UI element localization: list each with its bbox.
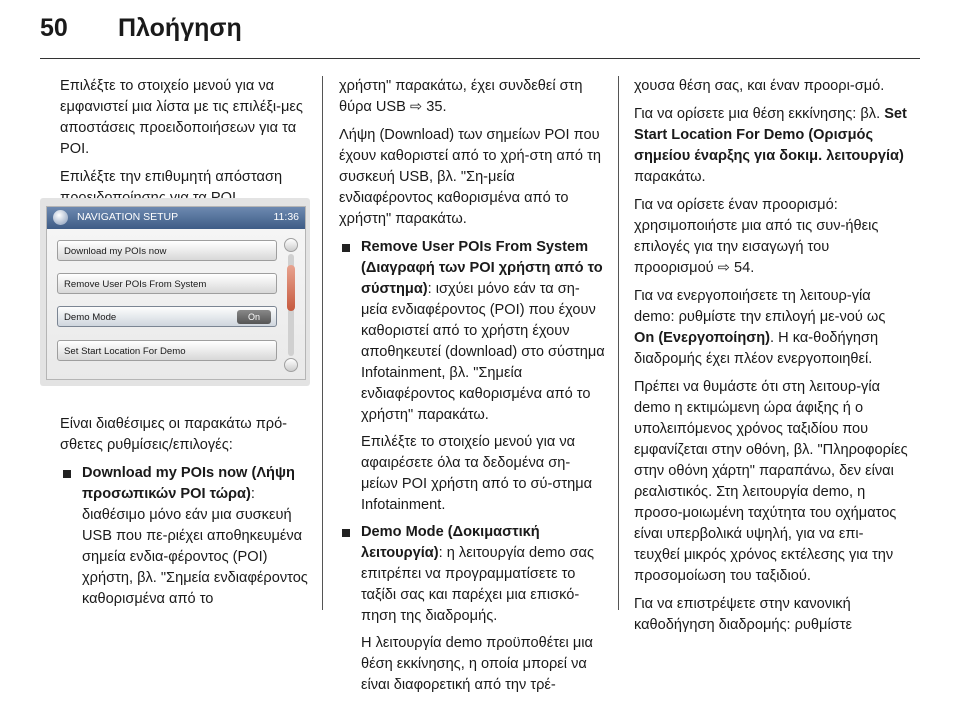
header-rule	[40, 58, 920, 59]
bullet-text: : διαθέσιμο μόνο εάν μια συσκευή USB που πε-ριέχει αποθηκευμένα σημεία ενδια-φέροντος (POI) χρήστη, βλ. "Σημεία ενδιαφέροντος καθορισμένα από το	[82, 486, 308, 607]
bullet-subparagraph: Η λειτουργία demo προϋποθέτει μια θέση εκκίνησης, η οποία μπορεί να είναι διαφορετική από την τρέ-	[361, 635, 593, 693]
scrollbar[interactable]	[284, 238, 298, 372]
menu-item-label: Remove User POIs From System	[64, 279, 207, 290]
demo-mode-toggle[interactable]: On	[237, 310, 271, 324]
screen-title-bar	[47, 207, 305, 229]
scroll-up-icon[interactable]	[284, 238, 298, 252]
paragraph: χρήστη" παρακάτω, έχει συνδεθεί στη θύρα USB ⇨ 35.	[339, 78, 583, 115]
menu-reference: On (Ενεργοποίηση)	[634, 330, 771, 346]
menu-reference: Set Start Location For Demo (Ορισμός σημείου έναρξης για δοκιμ. λειτουργία)	[634, 106, 907, 164]
text-run: παρακάτω.	[634, 169, 706, 185]
column-divider	[322, 76, 323, 610]
bullet-title: Demo Mode (Δοκιμαστική λειτουργία)	[361, 524, 540, 561]
bullet-item	[339, 237, 606, 516]
page-number: 50	[40, 14, 68, 42]
paragraph: Επιλέξτε την επιθυμητή απόσταση	[60, 169, 283, 185]
bullet-subparagraph: Επιλέξτε το στοιχείο μενού για να αφαιρέσετε όλα τα δεδομένα ση-μείων POI χρήστη από το σύ-στημα Infotainment.	[361, 434, 593, 513]
column-2	[339, 76, 606, 702]
scroll-thumb[interactable]	[287, 265, 295, 311]
paragraph: Για να επιστρέψετε στην κανονική καθοδήγηση διαδρομής: ρυθμίστε	[634, 596, 852, 633]
paragraph: Είναι διαθέσιμες οι παρακάτω πρό-σθετες ρυθμίσεις/επιλογές:	[60, 416, 288, 453]
bullet-text: : η λειτουργία demo σας επιτρέπει να προγραμματίσετε το ταξίδι σας και παρέχει μια επισκό-πηση της διαδρομής.	[361, 545, 595, 624]
text-run: . Η κα-θοδήγηση διαδρομής έχει πλέον ενεργοποιηθεί.	[634, 330, 879, 367]
paragraph: Πρέπει να θυμάστε ότι στη λειτουρ-γία demo η εκτιμώμενη ώρα άφιξης ή ο υπολειπόμενος χρόνος ταξιδίου που εμφανίζεται στην οθόνη, βλ. "Πληροφορίες στην οθόνη χάρτη" παραπάνω, δεν είναι ρεαλιστικός. Στη λειτουργία demo, η προσο-μοιωμένη ταχύτητα του οχήματος είναι υπερβολικά υψηλή, για να επι-τευχθεί μικρός χρόνος εκτέλεσης για την προσομοίωση του ταξιδιού.	[634, 379, 908, 584]
menu-item-demo-mode[interactable]	[57, 306, 277, 327]
bullet-square-icon	[342, 529, 350, 537]
paragraph: χουσα θέση σας, και έναν προορι-σμό.	[634, 78, 885, 94]
globe-icon	[53, 210, 68, 225]
text-run: Για να ορίσετε μια θέση εκκίνησης: βλ.	[634, 106, 885, 122]
column-1-lower	[60, 414, 310, 616]
page-title: Πλοήγηση	[118, 14, 242, 42]
bullet-square-icon	[342, 244, 350, 252]
menu-item-download-pois[interactable]	[57, 240, 277, 261]
menu-item-label: Demo Mode	[64, 312, 117, 323]
screen	[46, 206, 306, 380]
column-3	[634, 76, 908, 643]
menu-item-set-start-location[interactable]	[57, 340, 277, 361]
bullet-text: : ισχύει μόνο εάν τα ση-μεία ενδιαφέροντος (POI) που έχουν καθοριστεί από το χρήστη έχουν αποθηκευτεί (download) στο σύστημα Infotainment, βλ. "Σημεία ενδιαφέροντος καθορισμένα από το χρήστη" παρακάτω.	[361, 281, 605, 423]
scroll-down-icon[interactable]	[284, 358, 298, 372]
page-header	[40, 14, 920, 56]
bullet-title: Download my POIs now (Λήψη προσωπικών POI τώρα)	[82, 465, 295, 502]
menu-item-label: Set Start Location For Demo	[64, 346, 186, 357]
screen-title: NAVIGATION SETUP	[77, 211, 179, 223]
paragraph	[634, 286, 908, 370]
column-1	[60, 76, 310, 216]
screen-clock: 11:36	[273, 211, 299, 223]
paragraph	[634, 104, 908, 188]
paragraph: Επιλέξτε το στοιχείο μενού για να εμφανιστεί μια λίστα με τις επιλέξι-μες αποστάσεις προειδοποιήσεων για τα POI.	[60, 78, 303, 157]
navigation-setup-screenshot	[40, 198, 310, 386]
bullet-square-icon	[63, 470, 71, 478]
menu-item-label: Download my POIs now	[64, 246, 167, 257]
text-run: Για να ενεργοποιήσετε τη λειτουρ-γία demo: ρυθμίστε την επιλογή με-νού ως	[634, 288, 886, 325]
paragraph: Λήψη (Download) των σημείων POI που έχουν καθοριστεί από το χρή-στη από τη συσκευή USB, βλ. "Ση-μεία ενδιαφέροντος καθορισμένα από το χρήστη" παρακάτω.	[339, 127, 601, 227]
paragraph: Για να ορίσετε έναν προορισμό: χρησιμοποιήστε μια από τις συν-ήθεις επιλογές για την εισαγωγή του προορισμού ⇨ 54.	[634, 197, 879, 276]
bullet-title: Remove User POIs From System (Διαγραφή των POI χρήστη από το σύστημα)	[361, 239, 603, 297]
column-divider	[618, 76, 619, 610]
menu-item-remove-pois[interactable]	[57, 273, 277, 294]
bullet-item	[339, 522, 606, 696]
bullet-item	[60, 463, 310, 610]
